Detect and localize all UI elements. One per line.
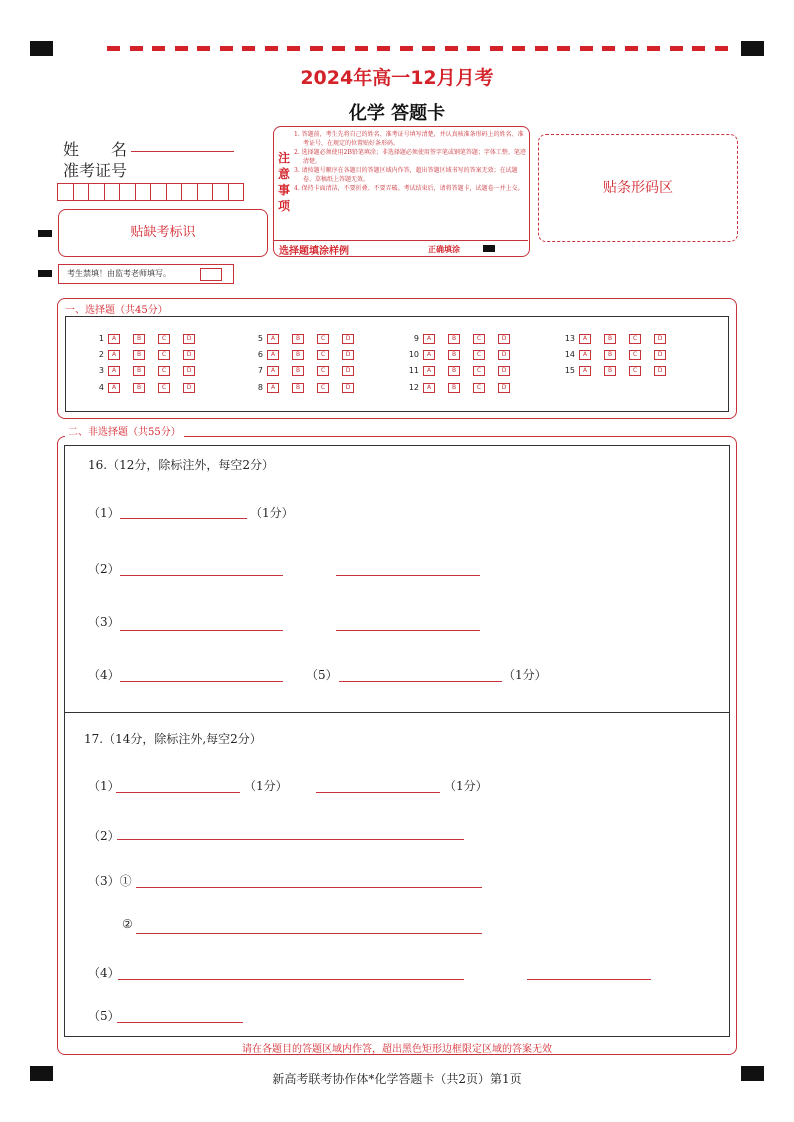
choice-question-row — [555, 349, 679, 361]
q17-part3-label: （3）① — [88, 874, 132, 888]
exam-id-label: 准考证号 — [63, 161, 128, 180]
choice-question-number: 10 — [408, 350, 419, 359]
corner-marker-top-right — [741, 41, 764, 56]
exam-id-digit-box[interactable] — [212, 183, 229, 201]
choice-bubble-c[interactable]: C — [629, 350, 641, 360]
q16-part4-label: （4） — [88, 668, 120, 682]
side-marker-1 — [38, 230, 52, 237]
q17-part5-blank[interactable] — [117, 1009, 243, 1023]
choice-question-row — [399, 365, 523, 377]
exam-id-digit-box[interactable] — [166, 183, 183, 201]
timing-dash — [287, 46, 300, 51]
correct-fill-label: 正确填涂 — [428, 245, 460, 254]
exam-id-digit-box[interactable] — [119, 183, 136, 201]
absent-mark-label: 贴缺考标识 — [130, 225, 196, 240]
choice-question-number: 8 — [257, 383, 263, 392]
timing-dash — [355, 46, 368, 51]
choice-bubble-d[interactable]: D — [342, 366, 354, 376]
q16-part4-blank[interactable] — [120, 668, 283, 682]
choice-bubble-a[interactable]: A — [423, 383, 435, 393]
choice-bubble-d[interactable]: D — [183, 350, 195, 360]
notice-item: 3. 请按题号顺序在各题目的答题区域内作答，超出答题区域书写的答案无效；在试题卷、草稿纸上答题无效。 — [294, 167, 518, 183]
q17-part5-label: （5） — [88, 1009, 120, 1023]
choice-question-number: 5 — [257, 334, 263, 343]
choice-bubble-d[interactable]: D — [183, 383, 195, 393]
choice-bubble-a[interactable]: A — [579, 334, 591, 344]
choice-question-row — [399, 349, 523, 361]
timing-dash — [625, 46, 638, 51]
timing-dash — [422, 46, 435, 51]
q17-part4-blank-a[interactable] — [118, 966, 464, 980]
sample-label: 选择题填涂样例 — [279, 246, 349, 257]
q17-part1-label: （1） — [88, 779, 120, 793]
choice-bubble-c[interactable]: C — [158, 383, 170, 393]
timing-dash — [535, 46, 548, 51]
choice-question-row — [84, 333, 208, 345]
timing-dash — [152, 46, 165, 51]
notice-item: 2. 选择题必须使用2B铅笔填涂；非选择题必须使用签字笔或钢笔答题；字体工整、笔迹清楚。 — [294, 149, 526, 165]
choice-bubble-c[interactable]: C — [629, 366, 641, 376]
choice-question-number: 15 — [564, 366, 575, 375]
timing-dash — [692, 46, 705, 51]
exam-id-boxes[interactable] — [58, 183, 256, 201]
q16-part3-blank-a[interactable] — [120, 617, 283, 631]
footer-warning: 请在各题目的答题区域内作答，超出黑色矩形边框限定区域的答案无效 — [242, 1044, 552, 1055]
choice-question-number: 2 — [98, 350, 104, 359]
choice-question-number: 14 — [564, 350, 575, 359]
timing-dash — [107, 46, 120, 51]
q16-part2-blank-b[interactable] — [336, 562, 480, 576]
timing-dash — [130, 46, 143, 51]
choice-bubble-a[interactable]: A — [423, 334, 435, 344]
choice-bubble-c[interactable]: C — [158, 334, 170, 344]
choice-bubble-d[interactable]: D — [654, 334, 666, 344]
proctor-note-box — [58, 264, 234, 284]
choice-bubble-d[interactable]: D — [183, 334, 195, 344]
name-label: 姓 名 — [63, 140, 128, 159]
choice-bubble-c[interactable]: C — [317, 383, 329, 393]
choice-bubble-d[interactable]: D — [498, 334, 510, 344]
section-free-title: 二、非选择题（共55分） — [65, 423, 184, 438]
choice-question-row — [555, 365, 679, 377]
exam-id-digit-box[interactable] — [197, 183, 214, 201]
choice-bubble-a[interactable]: A — [108, 334, 120, 344]
choice-bubble-b[interactable]: B — [133, 350, 145, 360]
side-marker-2 — [38, 270, 52, 277]
choice-bubble-b[interactable]: B — [604, 350, 616, 360]
choice-question-number: 11 — [408, 366, 419, 375]
choice-question-row — [84, 382, 208, 394]
q17-part1-blank-a[interactable] — [116, 779, 240, 793]
q17-part4-blank-b[interactable] — [527, 966, 651, 980]
correct-fill-sample — [483, 245, 495, 252]
q17-part1-blank-b[interactable] — [316, 779, 440, 793]
choice-question-number: 4 — [98, 383, 104, 392]
barcode-area — [538, 134, 738, 242]
barcode-label: 贴条形码区 — [603, 180, 673, 196]
q16-part1-label: （1） — [88, 506, 120, 520]
choice-bubble-d[interactable]: D — [498, 366, 510, 376]
timing-dash — [647, 46, 660, 51]
timing-dash — [265, 46, 278, 51]
timing-dash — [175, 46, 188, 51]
timing-dash — [512, 46, 525, 51]
exam-id-digit-box[interactable] — [57, 183, 74, 201]
timing-dash — [715, 46, 728, 51]
choice-bubble-c[interactable]: C — [158, 366, 170, 376]
choice-bubble-a[interactable]: A — [579, 350, 591, 360]
choice-bubble-b[interactable]: B — [133, 366, 145, 376]
timing-dash — [400, 46, 413, 51]
choice-question-number: 1 — [98, 334, 104, 343]
q17-part2-blank[interactable] — [117, 826, 464, 840]
exam-title: 2024年高一12月月考 — [300, 67, 494, 89]
q16-part3-blank-b[interactable] — [336, 617, 480, 631]
notice-items — [294, 130, 526, 193]
choice-bubble-a[interactable]: A — [108, 350, 120, 360]
q17-part4-label: （4） — [88, 966, 120, 980]
choice-bubble-d[interactable]: D — [498, 383, 510, 393]
q16-part2-blank-a[interactable] — [120, 562, 283, 576]
q16-part3-label: （3） — [88, 615, 120, 629]
q16-part5-blank[interactable] — [339, 668, 502, 682]
timing-dash — [467, 46, 480, 51]
q17-part3-blank-a[interactable] — [136, 874, 482, 888]
choice-bubble-a[interactable]: A — [579, 366, 591, 376]
choice-bubble-d[interactable]: D — [342, 334, 354, 344]
q16-part5-label: （5） — [306, 668, 338, 682]
q16-part1-score: （1分） — [250, 506, 294, 520]
timing-dash — [670, 46, 683, 51]
choice-question-row — [555, 333, 679, 345]
timing-dash — [332, 46, 345, 51]
q16-title: 16.（12分，除标注外，每空2分） — [88, 458, 274, 472]
choice-bubble-a[interactable]: A — [267, 350, 279, 360]
choice-bubble-a[interactable]: A — [108, 366, 120, 376]
choice-bubble-b[interactable]: B — [448, 334, 460, 344]
timing-dash — [580, 46, 593, 51]
choice-bubble-d[interactable]: D — [654, 350, 666, 360]
choice-question-row — [243, 365, 367, 377]
choice-grid-box — [65, 316, 729, 412]
choice-question-number: 3 — [98, 366, 104, 375]
timing-dash — [557, 46, 570, 51]
choice-bubble-a[interactable]: A — [423, 366, 435, 376]
choice-bubble-c[interactable]: C — [473, 350, 485, 360]
exam-id-digit-box[interactable] — [73, 183, 90, 201]
choice-bubble-b[interactable]: B — [604, 366, 616, 376]
q17-part2-label: （2） — [88, 829, 120, 843]
choice-bubble-c[interactable]: C — [473, 383, 485, 393]
timing-dash — [377, 46, 390, 51]
choice-bubble-b[interactable]: B — [604, 334, 616, 344]
q17-title: 17.（14分，除标注外,每空2分） — [84, 732, 262, 746]
choice-question-number: 6 — [257, 350, 263, 359]
choice-bubble-a[interactable]: A — [108, 383, 120, 393]
name-input-line[interactable] — [131, 151, 234, 152]
timing-dash — [602, 46, 615, 51]
choice-bubble-d[interactable]: D — [654, 366, 666, 376]
choice-bubble-c[interactable]: C — [317, 350, 329, 360]
choice-question-number: 9 — [413, 334, 419, 343]
exam-id-digit-box[interactable] — [150, 183, 167, 201]
choice-question-number: 13 — [564, 334, 575, 343]
choice-bubble-d[interactable]: D — [342, 383, 354, 393]
choice-bubble-b[interactable]: B — [448, 366, 460, 376]
choice-question-row — [243, 349, 367, 361]
choice-bubble-a[interactable]: A — [267, 366, 279, 376]
choice-bubble-b[interactable]: B — [448, 383, 460, 393]
choice-bubble-b[interactable]: B — [292, 334, 304, 344]
absent-mark-box — [58, 209, 268, 257]
choice-bubble-b[interactable]: B — [292, 383, 304, 393]
choice-question-row — [399, 382, 523, 394]
q16-part2-label: （2） — [88, 562, 120, 576]
proctor-checkbox[interactable] — [200, 268, 222, 281]
corner-marker-top-left — [30, 41, 53, 56]
card-subtitle: 化学 答题卡 — [348, 103, 446, 124]
choice-bubble-b[interactable]: B — [292, 350, 304, 360]
exam-id-digit-box[interactable] — [228, 183, 245, 201]
q17-part1-score-b: （1分） — [444, 779, 488, 793]
timing-dash — [310, 46, 323, 51]
choice-bubble-c[interactable]: C — [317, 334, 329, 344]
choice-bubble-b[interactable]: B — [133, 383, 145, 393]
exam-id-digit-box[interactable] — [181, 183, 198, 201]
choice-question-row — [399, 333, 523, 345]
choice-bubble-c[interactable]: C — [317, 366, 329, 376]
q17-part3-sub2-label: ② — [122, 917, 133, 931]
notice-divider — [274, 240, 528, 241]
choice-question-number: 12 — [408, 383, 419, 392]
choice-bubble-a[interactable]: A — [267, 383, 279, 393]
choice-question-row — [243, 333, 367, 345]
choice-bubble-a[interactable]: A — [267, 334, 279, 344]
choice-bubble-b[interactable]: B — [448, 350, 460, 360]
notice-title: 注 意 事 项 — [277, 151, 290, 213]
exam-id-digit-box[interactable] — [88, 183, 105, 201]
q16-part5-score: （1分） — [503, 668, 547, 682]
exam-id-digit-box[interactable] — [135, 183, 152, 201]
choice-question-row — [84, 349, 208, 361]
choice-bubble-c[interactable]: C — [473, 366, 485, 376]
timing-dash — [220, 46, 233, 51]
footer-page-info: 新高考联考协作体*化学答题卡（共2页）第1页 — [272, 1072, 522, 1086]
timing-dash — [490, 46, 503, 51]
notice-item: 4. 保持卡面清洁，不要折叠、不要弄破。考试结束后，请将答题卡，试题卷一并上交。 — [294, 185, 524, 192]
choice-bubble-c[interactable]: C — [473, 334, 485, 344]
q17-part1-score-a: （1分） — [244, 779, 288, 793]
q16-q17-divider — [64, 712, 729, 713]
timing-dash — [242, 46, 255, 51]
timing-dash — [445, 46, 458, 51]
exam-id-digit-box[interactable] — [104, 183, 121, 201]
proctor-note-text: 考生禁填！由监考老师填写。 — [67, 269, 171, 278]
choice-bubble-c[interactable]: C — [158, 350, 170, 360]
choice-question-number: 7 — [257, 366, 263, 375]
q17-part3-blank-b[interactable] — [136, 920, 482, 934]
choice-bubble-b[interactable]: B — [292, 366, 304, 376]
choice-bubble-a[interactable]: A — [423, 350, 435, 360]
notice-item: 1. 答题前，考生先将自己的姓名、准考证号填写清楚，并认真核准条形码上的姓名、准考证号，在规定的位置贴好条形码。 — [294, 131, 524, 147]
choice-question-row — [243, 382, 367, 394]
choice-bubble-d[interactable]: D — [183, 366, 195, 376]
choice-bubble-c[interactable]: C — [629, 334, 641, 344]
section-choice-title: 一、选择题（共45分） — [65, 301, 172, 316]
choice-bubble-b[interactable]: B — [133, 334, 145, 344]
choice-bubble-d[interactable]: D — [498, 350, 510, 360]
q16-part1-blank[interactable] — [120, 505, 247, 519]
timing-dash — [197, 46, 210, 51]
choice-question-row — [84, 365, 208, 377]
choice-bubble-d[interactable]: D — [342, 350, 354, 360]
